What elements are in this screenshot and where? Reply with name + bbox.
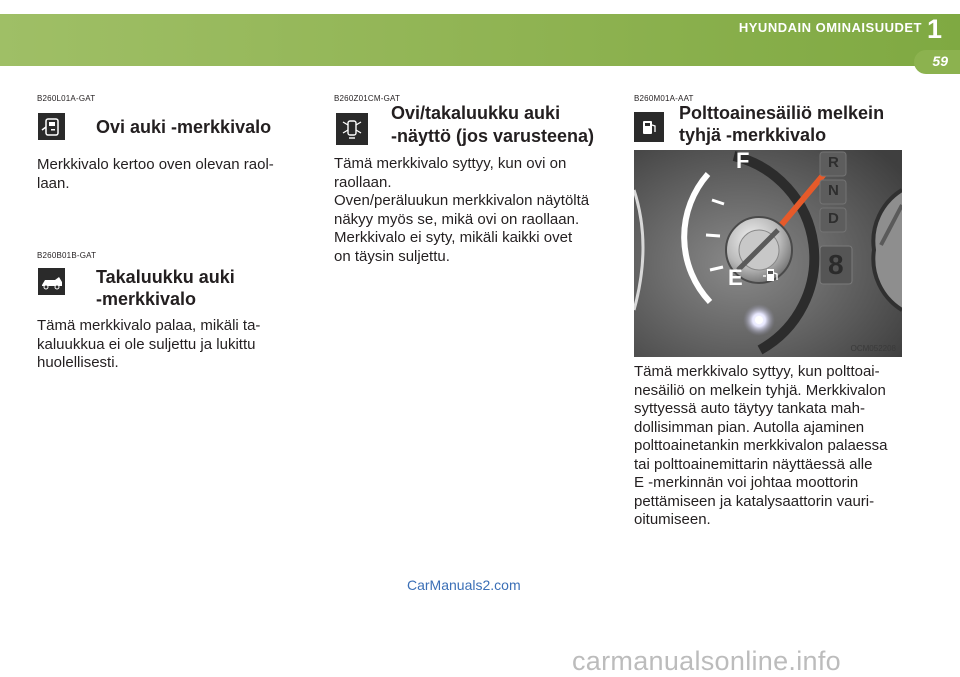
gauge-full-label: F: [736, 150, 750, 173]
heading-door-trunk-1: Ovi/takaluukku auki: [391, 103, 561, 123]
section-code-trunk: B260B01B-GAT: [37, 251, 97, 260]
gauge-empty-label: E: [728, 265, 743, 290]
gear-label-r: R: [828, 154, 839, 171]
door-trunk-display-icon: [336, 113, 368, 145]
section-code-fuel: B260M01A-AAT: [634, 94, 694, 103]
gear-label-8: 8: [828, 249, 844, 280]
watermark-site: carmanualsonline.info: [572, 646, 841, 676]
chapter-number: 1: [926, 14, 942, 44]
gear-label-d: D: [828, 210, 839, 227]
page-number: 59: [932, 53, 948, 69]
watermark-link[interactable]: CarManuals2.com: [407, 577, 521, 593]
gauge-fuel-icon: [763, 267, 779, 285]
heading-door-trunk-2: -näyttö (jos varusteena): [391, 126, 595, 146]
body-trunk-open: Tämä merkkivalo palaa, mikäli ta- kaluukkua ei ole suljettu ja lukittu huolellisesti.: [37, 317, 261, 371]
section-code-door: B260L01A-GAT: [37, 94, 96, 103]
section-code-door-trunk: B260Z01CM-GAT: [334, 94, 401, 103]
fuel-gauge-illustration: [634, 150, 902, 357]
door-open-icon: [38, 113, 65, 140]
fuel-gauge-photo: [634, 150, 902, 357]
heading-door-open: Ovi auki -merkkivalo: [96, 117, 272, 137]
body-door-open: Merkkivalo kertoo oven olevan raol- laan.: [37, 156, 274, 192]
heading-trunk-open-2: -merkkivalo: [96, 289, 197, 309]
header-title: HYUNDAIN OMINAISUUDET: [738, 20, 922, 35]
body-fuel: Tämä merkkivalo syttyy, kun polttoai- nesäiliö on melkein tyhjä. Merkkivalon syttyessä auto täytyy tankata mah- dollisimman pian. Autolla ajaminen polttoainetankin merkkivalon palaessa tai polttoainemittarin näyttäessä alle E -merkinnän voi johtaa moottorin pettämiseen ja katalysaattorin vauri- oitumiseen.: [634, 363, 888, 528]
heading-fuel-1: Polttoainesäiliö melkein: [679, 103, 885, 123]
fuel-pump-icon: [634, 112, 664, 142]
photo-code: OCM052208: [850, 344, 896, 353]
heading-fuel-2: tyhjä -merkkivalo: [679, 125, 827, 145]
heading-trunk-open-1: Takaluukku auki: [96, 267, 235, 287]
gear-label-n: N: [828, 182, 839, 199]
body-door-trunk: Tämä merkkivalo syttyy, kun ovi on raollaan. Oven/peräluukun merkkivalon näytöltä näkyy myös se, mikä ovi on raollaan. Merkkivalo ei syty, mikäli kaikki ovet on täysin suljettu.: [334, 155, 590, 265]
trunk-open-icon: [38, 268, 65, 295]
